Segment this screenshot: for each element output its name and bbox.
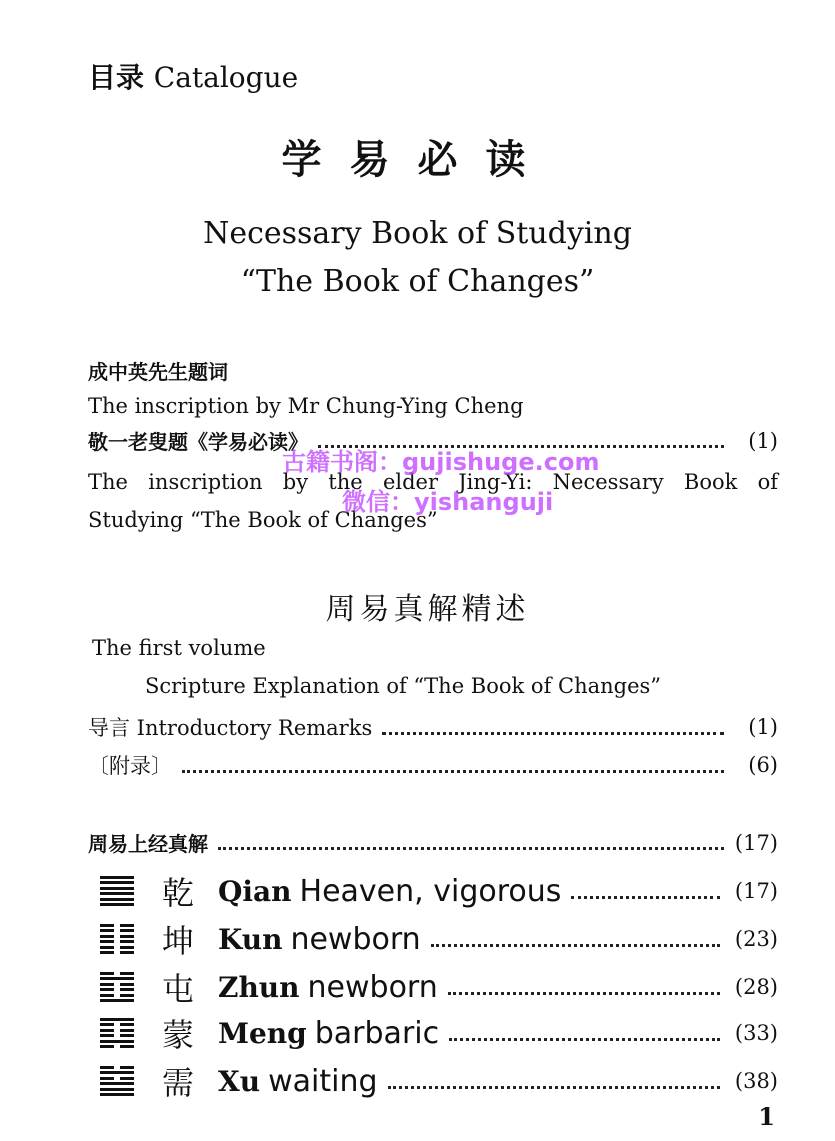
toc-entry-introduction[interactable] (88, 712, 778, 742)
hexagram-entry[interactable] (100, 1058, 778, 1104)
hexagram-page: (33) (734, 1021, 778, 1045)
catalogue-title-cn: 目录 (88, 61, 145, 94)
toc-entry-label: 〔附录〕 (88, 754, 172, 778)
hexagram-description: newborn (307, 969, 438, 1005)
hexagram-symbol-icon (100, 972, 134, 1002)
hexagram-page: (23) (734, 927, 778, 951)
inscription-line1: The inscription by Mr Chung-Ying Cheng (88, 394, 524, 418)
hexagram-name-pinyin: Zhun (218, 970, 300, 1004)
hexagram-name-pinyin: Meng (218, 1016, 307, 1050)
hexagram-name-cn: 蒙 (162, 1016, 195, 1054)
dot-leader (182, 770, 724, 773)
hexagram-name-pinyin: Xu (218, 1064, 261, 1098)
hexagram-entry[interactable] (100, 964, 778, 1010)
hexagram-symbol-icon (100, 876, 134, 906)
hexagram-name-pinyin: Kun (218, 922, 283, 956)
volume-subtitle: Scripture Explanation of “The Book of Changes” (145, 674, 662, 698)
toc-entry-page: (1) (748, 715, 778, 739)
hexagram-symbol-icon (100, 1066, 134, 1096)
toc-entry-page: (6) (748, 753, 778, 777)
dot-leader (382, 732, 724, 735)
hexagram-name-cn: 需 (162, 1064, 195, 1102)
hexagram-page: (28) (734, 975, 778, 999)
toc-entry-page: (17) (734, 830, 778, 855)
main-title-cn: 学易必读 (281, 136, 554, 183)
toc-entry-upper-classic[interactable] (88, 828, 778, 857)
inscription-line3: Studying “The Book of Changes” (88, 508, 438, 532)
hexagram-description: barbaric (314, 1015, 440, 1051)
catalogue-title (88, 56, 298, 96)
toc-entry-label: 敬一老叟题《学易必读》 (88, 430, 308, 454)
dot-leader (448, 992, 720, 995)
watermark-line1: 古籍书阁：gujishuge.com (282, 448, 600, 476)
toc-entry-page: (1) (748, 428, 778, 453)
dot-leader (571, 896, 720, 899)
toc-entry-label: 导言 Introductory Remarks (88, 716, 373, 740)
page-number: 1 (758, 1102, 775, 1131)
hexagram-name-cn: 屯 (162, 970, 195, 1008)
hexagram-page: (17) (734, 879, 778, 903)
hexagram-entry[interactable] (100, 1010, 778, 1056)
dot-leader (431, 944, 720, 947)
inscriptions-heading: 成中英先生题词 (88, 360, 228, 384)
volume-title-cn: 周易真解精述 (325, 592, 530, 627)
watermark-line2: 微信：yishanguji (342, 488, 554, 516)
hexagram-symbol-icon (100, 924, 134, 954)
hexagram-symbol-icon (100, 1018, 134, 1048)
main-title-en-line2: “The Book of Changes” (240, 264, 595, 299)
catalogue-title-en: Catalogue (153, 61, 299, 94)
hexagram-entry[interactable] (100, 868, 778, 914)
inscription-line2: The inscription by the elder Jing-Yi: Necessary Book of (88, 470, 778, 494)
first-volume-label: The first volume (92, 636, 266, 660)
hexagram-description: newborn (290, 921, 421, 957)
toc-entry-label: 周易上经真解 (88, 832, 208, 856)
hexagram-name-cn: 坤 (162, 922, 195, 960)
dot-leader (388, 1086, 720, 1089)
hexagram-name-cn: 乾 (162, 874, 195, 912)
hexagram-entry[interactable] (100, 916, 778, 962)
toc-entry-appendix[interactable] (88, 750, 778, 780)
hexagram-name-pinyin: Qian (218, 874, 292, 908)
hexagram-description: waiting (268, 1063, 378, 1099)
hexagram-page: (38) (734, 1069, 778, 1093)
main-title-en-line1: Necessary Book of Studying (203, 216, 632, 251)
hexagram-description: Heaven, vigorous (299, 873, 562, 909)
dot-leader (218, 847, 724, 850)
dot-leader (449, 1038, 720, 1041)
